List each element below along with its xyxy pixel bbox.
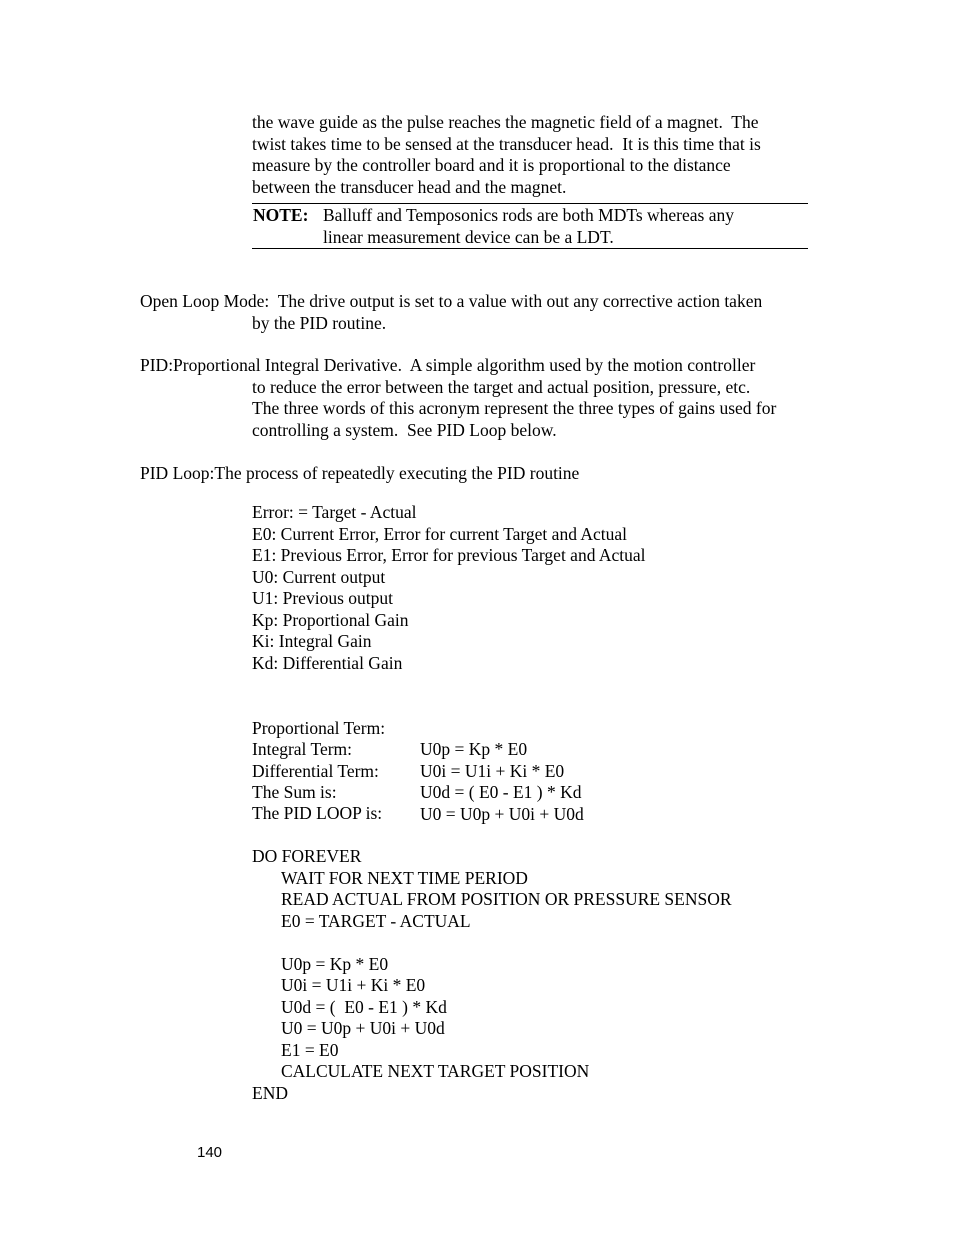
pid-continuation-2: The three words of this acronym represent the three types of gains used for [252, 398, 777, 418]
pid-loop-heading: The PID LOOP is: [252, 803, 383, 823]
term-label: Differential Term: [252, 760, 379, 781]
code-line: E1 = E0 [281, 1039, 339, 1060]
term-label: Integral Term: [252, 739, 353, 759]
variable-item: Kd: Differential Gain [252, 652, 403, 673]
note-box [252, 203, 808, 249]
variable-item: E1: Previous Error, Error for previous Target and Actual [252, 545, 646, 565]
term-formula: U0d = ( E0 - E1 ) * Kd [420, 782, 582, 802]
note-label: NOTE: [253, 205, 309, 225]
variables-list [252, 502, 646, 674]
pid-definition: PID:Proportional Integral Derivative. A simple algorithm used by the motion controller [140, 355, 756, 375]
variable-item: U1: Previous output [252, 588, 393, 608]
intro-line-3: measure by the controller board and it is proportional to the distance [252, 155, 731, 175]
term-label: The Sum is: [252, 782, 337, 802]
intro-line-4: between the transducer head and the magnet. [252, 176, 567, 197]
variable-item: Kp: Proportional Gain [252, 609, 409, 630]
code-line: U0i = U1i + Ki * E0 [281, 975, 426, 995]
code-line: READ ACTUAL FROM POSITION OR PRESSURE SENSOR [281, 889, 732, 909]
open-loop-continuation: by the PID routine. [252, 312, 387, 333]
code-line-end: END [252, 1082, 288, 1103]
pid-loop-definition: PID Loop:The process of repeatedly executing the PID routine [140, 463, 580, 483]
open-loop-definition: Open Loop Mode: The drive output is set to a value with out any corrective action taken [140, 291, 763, 311]
code-line: E0 = TARGET - ACTUAL [281, 910, 471, 931]
note-line-1: Balluff and Temposonics rods are both MDTs whereas any [323, 205, 734, 225]
note-line-2: linear measurement device can be a LDT. [323, 226, 614, 247]
variable-item: U0: Current output [252, 566, 386, 587]
variable-item: Error: = Target - Actual [252, 502, 417, 522]
pid-continuation-1: to reduce the error between the target and actual position, pressure, etc. [252, 376, 751, 397]
variable-item: E0: Current Error, Error for current Target and Actual [252, 523, 627, 544]
term-label: Proportional Term: [252, 717, 386, 738]
variable-item: Ki: Integral Gain [252, 631, 372, 651]
intro-line-2: twist takes time to be sensed at the transducer head. It is this time that is [252, 133, 761, 154]
code-line: U0d = ( E0 - E1 ) * Kd [281, 996, 447, 1017]
pid-continuation-3: controlling a system. See PID Loop below. [252, 419, 557, 440]
term-formula: U0i = U1i + Ki * E0 [420, 760, 565, 781]
intro-line-1: the wave guide as the pulse reaches the magnetic field of a magnet. The [252, 112, 759, 132]
term-formula: U0p = Kp * E0 [420, 739, 528, 759]
code-line: WAIT FOR NEXT TIME PERIOD [281, 867, 528, 888]
pid-loop-pseudocode [252, 846, 732, 1104]
code-line: U0 = U0p + U0i + U0d [281, 1018, 445, 1038]
code-line-start: DO FOREVER [252, 846, 362, 866]
code-line: CALCULATE NEXT TARGET POSITION [281, 1061, 590, 1081]
page-number: 140 [197, 1144, 223, 1161]
code-line: U0p = Kp * E0 [281, 953, 389, 974]
term-formula: U0 = U0p + U0i + U0d [420, 803, 584, 824]
code-blank-line [252, 932, 732, 954]
